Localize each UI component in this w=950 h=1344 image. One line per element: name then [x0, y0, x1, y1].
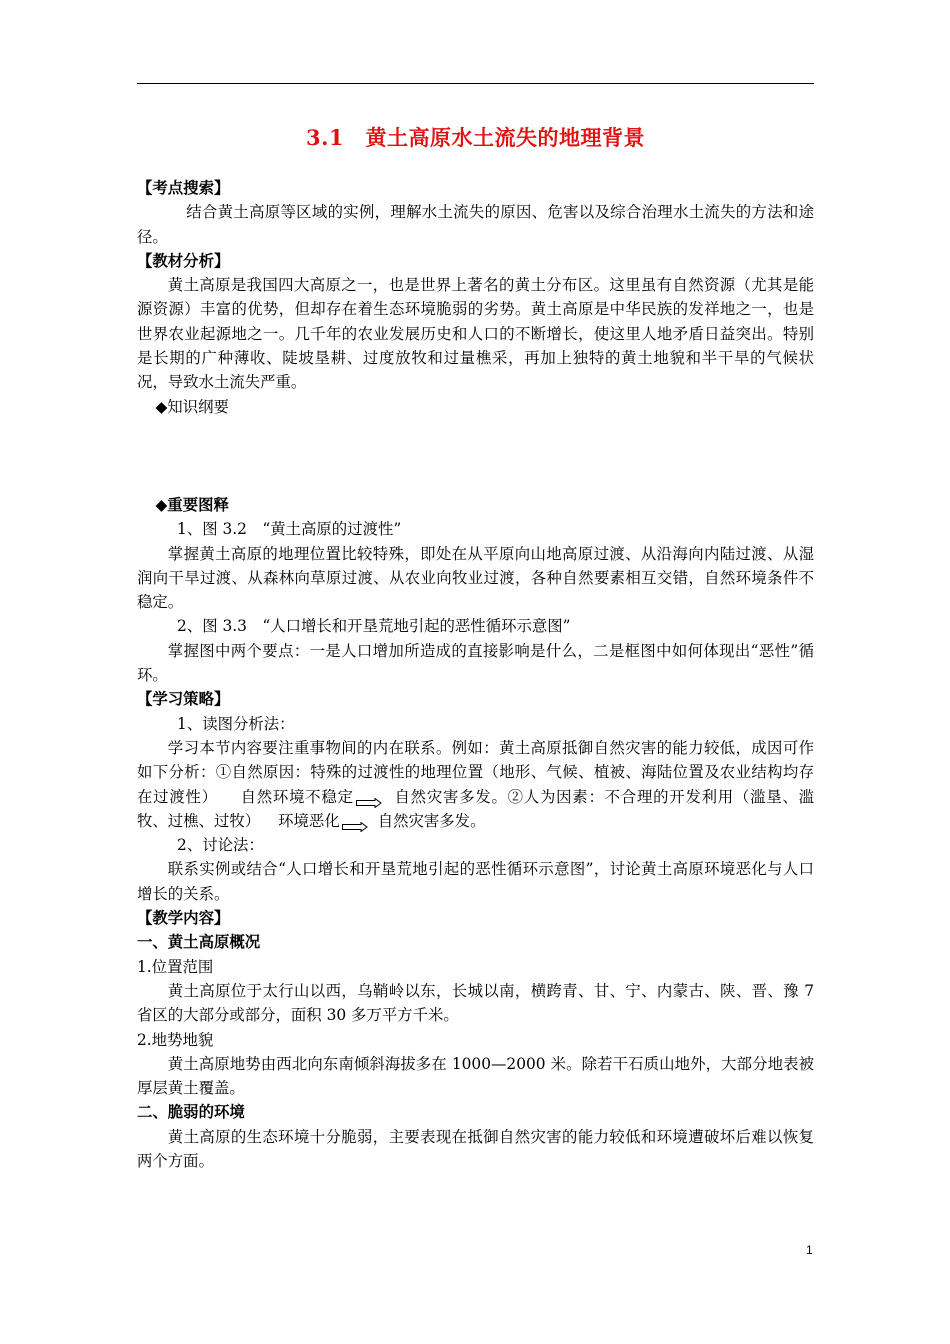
figure-note-item-1: 1、图 3.2 “黄土高原的过渡性”: [177, 520, 402, 539]
sub-item-terrain: 2.地势地貌: [137, 1030, 214, 1049]
section-heading-exam-points: 【考点搜索】: [137, 179, 230, 197]
paragraph-fragile-environment: 黄土高原的生态环境十分脆弱，主要表现在抵御自然灾害的能力较低和环境遭破坏后难以恢复两个方面。: [137, 1127, 814, 1170]
paragraph-terrain: 黄土高原地势由西北向东南倾斜海拔多在 1000—2000 米。除若干石质山地外，大部分地表被厚层黄土覆盖。: [137, 1054, 814, 1098]
paragraph-exam-points: 结合黄土高原等区域的实例，理解水土流失的原因、危害以及综合治理水土流失的方法和途径。: [137, 203, 814, 246]
paragraph-strategy-1: [137, 736, 814, 833]
section-heading-figure-notes: ◆重要图释: [155, 495, 229, 514]
blank-space: [137, 419, 814, 493]
knowledge-outline-label: ◆知识纲要: [155, 397, 229, 416]
paragraph-strategy-2: 联系实例或结合“人口增长和开垦荒地引起的恶性循环示意图”，讨论黄土高原环境恶化与人口增长的关系。: [137, 860, 814, 903]
paragraph-figure-note-1: 掌握黄土高原的地理位置比较特殊，即处在从平原向山地高原过渡、从沿海向内陆过渡、从湿润向干旱过渡、从森林向草原过渡、从农业向牧业过渡，各种自然要素相互交错，自然环境条件不稳定。: [137, 544, 814, 612]
strategy-item-2: 2、讨论法：: [177, 836, 264, 855]
strategy-text-e: 自然灾害多发。: [377, 811, 486, 830]
strategy-text-c: 自然灾害多发。②人为因素：不合理的开发利用（滥垦、滥牧、过樵、过牧）: [137, 787, 814, 830]
document-body: [137, 176, 814, 1173]
strategy-text-d: 环境恶化: [278, 811, 340, 830]
strategy-item-1: 1、读图分析法：: [177, 714, 295, 733]
subheading-fragile-environment: 二、脆弱的环境: [137, 1103, 245, 1122]
page-number: 1: [806, 1243, 813, 1257]
paragraph-location: 黄土高原位于太行山以西，乌鞘岭以东，长城以南，横跨青、甘、宁、内蒙古、陕、晋、豫 7 省区的大部分或部分，面积 30 多万平方千米。: [137, 981, 814, 1025]
header-rule: [137, 83, 814, 84]
figure-note-item-2: 2、图 3.3 “人口增长和开垦荒地引起的恶性循环示意图”: [177, 617, 571, 636]
paragraph-textbook-analysis: 黄土高原是我国四大高原之一，也是世界上著名的黄土分布区。这里虽有自然资源（尤其是能源资源）丰富的优势，但却存在着生态环境脆弱的劣势。黄土高原是中华民族的发祥地之一，也是世界农业起源地之一。几千年的农业发展历史和人口的不断增长，使这里人地矛盾日益突出。特别是长期的广种薄收、陡坡垦耕、过度放牧和过量樵采，再加上独特的黄土地貌和半干旱的气候状况，导致水土流失严重。: [137, 276, 814, 392]
subheading-overview: 一、黄土高原概况: [137, 933, 261, 952]
section-heading-textbook-analysis: 【教材分析】: [137, 251, 230, 270]
sub-item-location: 1.位置范围: [137, 957, 214, 976]
section-heading-study-strategy: 【学习策略】: [137, 690, 230, 709]
section-heading-teaching-content: 【教学内容】: [137, 909, 230, 928]
strategy-text-a: 学习本节内容要注重事物间的内在联系。例如：黄土高原抵御自然灾害的能力较低，成因可作如下分析：①自然原因：特殊的过渡性的地理位置（地形、气候、植被、海陆位置及农业结构均存在过渡性）: [137, 738, 814, 806]
right-arrow-icon: [356, 798, 382, 808]
right-arrow-icon: [342, 822, 368, 832]
page-title: 3.1 黄土高原水土流失的地理背景: [305, 125, 646, 150]
strategy-text-b: 自然环境不稳定: [239, 787, 354, 806]
paragraph-figure-note-2: 掌握图中两个要点：一是人口增加所造成的直接影响是什么，二是框图中如何体现出“恶性”循环。: [137, 641, 814, 685]
